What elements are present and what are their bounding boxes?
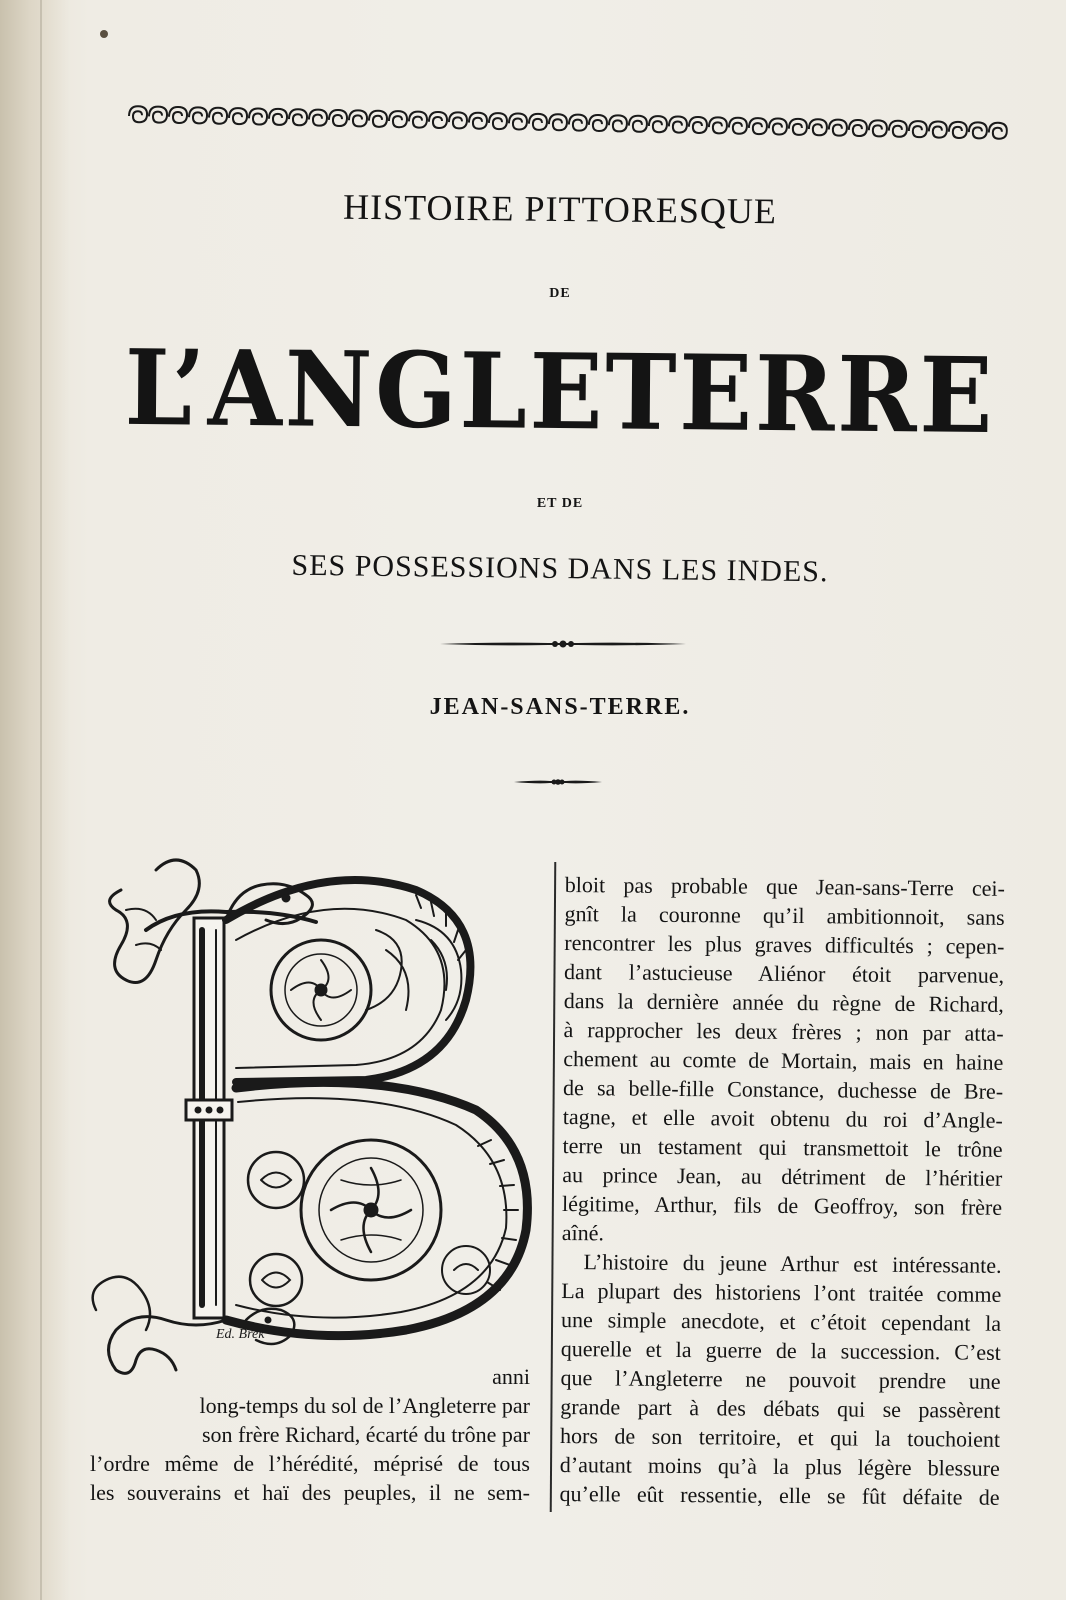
border-scroll-icon: [309, 109, 327, 125]
border-scroll-icon: [409, 111, 427, 127]
page-gutter: [0, 0, 70, 1600]
border-scroll-icon: [269, 109, 287, 125]
text-line: dans la dernière année du règne de Richard,: [563, 987, 1004, 1017]
border-scroll-icon: [689, 117, 707, 133]
border-scroll-icon: [189, 107, 207, 123]
text-line: que l’Angleterre ne pouvoit prendre une: [560, 1364, 1001, 1394]
border-scroll-icon: [629, 116, 647, 132]
border-scroll-icon: [469, 113, 487, 129]
border-scroll-icon: [649, 116, 667, 132]
column-divider: [550, 862, 557, 1512]
text-line: terre un testament qui transmettoit le trône: [562, 1132, 1003, 1162]
text-line: aîné.: [561, 1219, 605, 1246]
text-line: d’autant moins qu’à la plus légère blessure: [559, 1451, 1000, 1481]
border-scroll-icon: [729, 118, 747, 134]
text-line: querelle et la guerre de la succession. C’est: [560, 1335, 1001, 1365]
text-line: à rapprocher les deux frères ; non par atta-: [563, 1016, 1004, 1046]
border-scroll-icon: [489, 113, 507, 129]
title-line-3: SES POSSESSIONS DANS LES INDES.: [291, 548, 829, 589]
border-scroll-icon: [529, 114, 547, 130]
border-scroll-icon: [909, 121, 927, 137]
title-connector-de: DE: [549, 286, 571, 301]
border-scroll-icon: [329, 110, 347, 126]
border-scroll-icon: [769, 118, 787, 134]
border-scroll-icon: [549, 114, 567, 130]
border-scroll-icon: [129, 106, 147, 122]
border-scroll-icon: [929, 121, 947, 137]
text-line: une simple anecdote, et c’étoit cependant la: [560, 1306, 1002, 1336]
border-scroll-icon: [749, 118, 767, 134]
border-scroll-icon: [849, 120, 867, 136]
border-scroll-icon: [209, 108, 227, 124]
title-connector-et-de: ET DE: [536, 496, 584, 511]
text-line: légitime, Arthur, fils de Geoffroy, son frère: [561, 1190, 1003, 1220]
text-line: hors de son territoire, et qui la touchoient: [559, 1422, 1001, 1452]
border-scroll-icon: [829, 119, 847, 135]
border-scroll-icon: [889, 121, 907, 137]
text-line: au prince Jean, au détriment de l’héritier: [562, 1161, 1003, 1191]
text-line: son frère Richard, écarté du trône par: [201, 1422, 530, 1447]
border-scroll-icon: [969, 122, 987, 138]
text-line: L’histoire du jeune Arthur est intéressante.: [583, 1249, 1002, 1278]
text-line: dant l’astucieuse Aliénor étoit parvenue,: [564, 958, 1005, 988]
title-line-1: HISTOIRE PITTORESQUE: [342, 186, 778, 232]
section-heading: JEAN-SANS-TERRE.: [429, 694, 691, 720]
decorated-initial-b-icon: [86, 850, 536, 1390]
text-line: tagne, et elle avoit obtenu du roi d’Angle-: [562, 1103, 1003, 1133]
border-scroll-icon: [789, 119, 807, 135]
border-scroll-icon: [669, 116, 687, 132]
ornamental-border: [128, 98, 1009, 151]
text-line: rencontrer les plus graves difficultés ; cepen-: [564, 929, 1005, 959]
text-line: bloit pas probable que Jean-sans-Terre cei-: [564, 871, 1005, 901]
border-scroll-icon: [349, 110, 367, 126]
border-scroll-icon: [869, 120, 887, 136]
border-scroll-icon: [809, 119, 827, 135]
border-scroll-icon: [609, 115, 627, 131]
border-scroll-icon: [169, 107, 187, 123]
gutter-fold: [40, 0, 42, 1600]
border-scroll-icon: [589, 115, 607, 131]
text-line: qu’elle eût ressentie, elle se fût défaite de: [559, 1480, 1000, 1510]
engraver-signature: Ed. Brek: [216, 1327, 265, 1342]
border-scroll-icon: [369, 111, 387, 127]
right-text-column: [559, 870, 1005, 1512]
border-scroll-icon: [509, 113, 527, 129]
ink-spot: [100, 30, 108, 38]
text-line: chement au comte de Mortain, mais en haine: [563, 1045, 1004, 1075]
border-scroll-icon: [389, 111, 407, 127]
left-text-column: [90, 1362, 530, 1507]
main-title: L’ANGLETERRE: [124, 325, 996, 458]
border-scroll-icon: [949, 122, 967, 138]
heading-divider-ornament: [512, 776, 604, 788]
border-scroll-icon: [289, 109, 307, 125]
border-scroll-icon: [249, 108, 267, 124]
text-line: les souverains et haï des peuples, il ne sem-: [90, 1480, 530, 1505]
border-scroll-icon: [429, 112, 447, 128]
text-line: anni: [492, 1364, 530, 1389]
border-scroll-icon: [149, 106, 167, 122]
text-line: La plupart des historiens l’ont traitée comme: [561, 1277, 1002, 1307]
text-line: de sa belle-fille Constance, duchesse de Bre-: [562, 1074, 1004, 1104]
border-scroll-icon: [989, 123, 1007, 139]
border-scroll-icon: [569, 114, 587, 130]
text-line: l’ordre même de l’hérédité, méprisé de tous: [90, 1451, 530, 1476]
border-scroll-icon: [229, 108, 247, 124]
border-scroll-icon: [449, 112, 467, 128]
border-scroll-icon: [709, 117, 727, 133]
text-line: gnît la couronne qu’il ambitionnoit, sans: [564, 900, 1005, 930]
text-line: long-temps du sol de l’Angleterre par: [199, 1393, 530, 1418]
text-line: grande part à des débats qui se passèrent: [560, 1393, 1001, 1423]
title-divider-ornament: [438, 636, 688, 652]
